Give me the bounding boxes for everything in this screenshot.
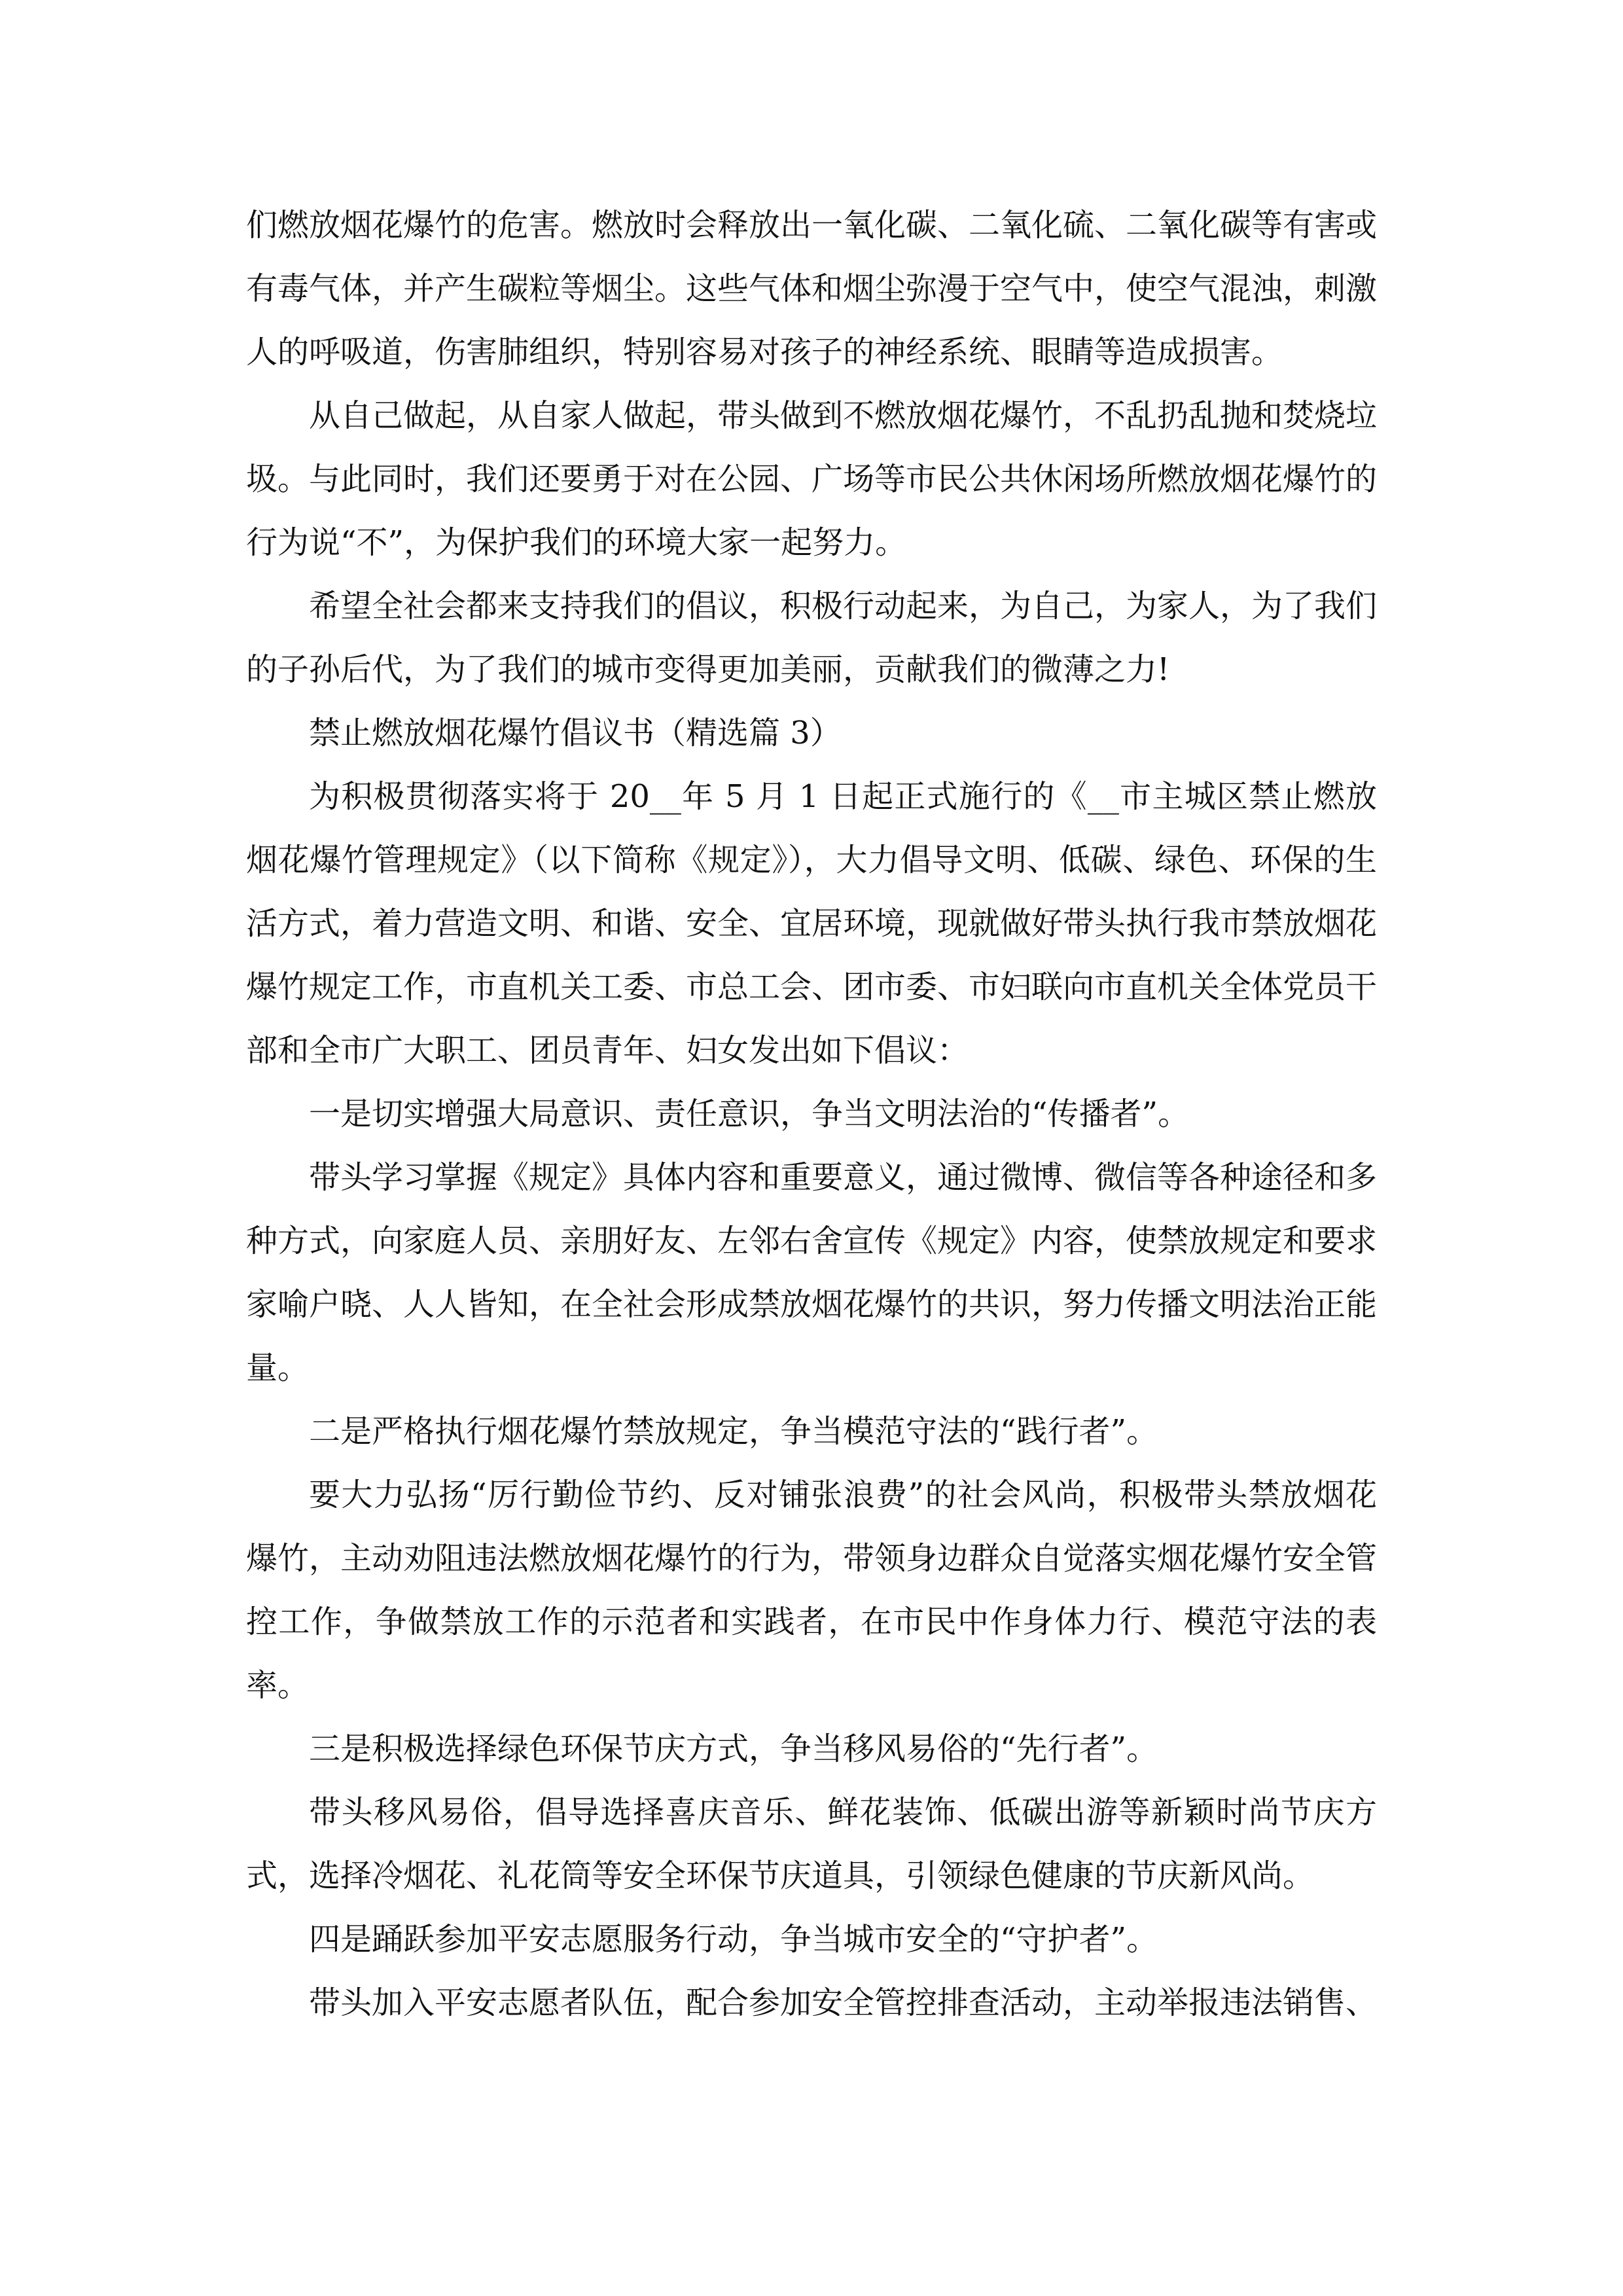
point-2-body: 要大力弘扬“厉行勤俭节约、反对铺张浪费”的社会风尚，积极带头禁放烟花爆竹，主动劝阻违法燃放烟花爆竹的行为，带领身边群众自觉落实烟花爆竹安全管控工作，争做禁放工作的示范者和实践者，在市民中作身体力行、模范守法的表率。 <box>246 1477 1378 1704</box>
point-3-heading: 三是积极选择绿色环保节庆方式，争当移风易俗的“先行者”。 <box>309 1731 1158 1767</box>
point-1-heading: 一是切实增强大局意识、责任意识，争当文明法治的“传播者”。 <box>309 1096 1190 1132</box>
section-heading-selected-3: 禁止燃放烟花爆竹倡议书（精选篇 3） <box>309 715 842 751</box>
point-4-body: 带头加入平安志愿者队伍，配合参加安全管控排查活动，主动举报违法销售、 <box>309 1984 1378 2021</box>
paragraph-proposal-intro: 为积极贯彻落实将于 20__年 5 月 1 日起正式施行的《__市主城区禁止燃放烟花爆竹管理规定》（以下简称《规定》），大力倡导文明、低碳、绿色、环保的生活方式，着力营造文明、和谐、安全、宜居环境，现就做好带头执行我市禁放烟花爆竹规定工作，市直机关工委、市总工会、团市委、市妇联向市直机关全体党员干部和全市广大职工、团员青年、妇女发出如下倡议： <box>246 778 1378 1069</box>
paragraph-firework-hazards: 们燃放烟花爆竹的危害。燃放时会释放出一氧化碳、二氧化硫、二氧化碳等有害或有毒气体，并产生碳粒等烟尘。这些气体和烟尘弥漫于空气中，使空气混浊，刺激人的呼吸道，伤害肺组织，特别容易对孩子的神经系统、眼睛等造成损害。 <box>246 207 1378 370</box>
point-4-heading: 四是踊跃参加平安志愿服务行动，争当城市安全的“守护者”。 <box>309 1921 1158 1958</box>
point-2-heading: 二是严格执行烟花爆竹禁放规定，争当模范守法的“践行者”。 <box>309 1413 1158 1450</box>
point-3-body: 带头移风易俗，倡导选择喜庆音乐、鲜花装饰、低碳出游等新颖时尚节庆方式，选择冷烟花、礼花筒等安全环保节庆道具，引领绿色健康的节庆新风尚。 <box>246 1794 1377 1894</box>
paragraph-call-for-support: 希望全社会都来支持我们的倡议，积极行动起来，为自己，为家人，为了我们的子孙后代，为了我们的城市变得更加美丽，贡献我们的微薄之力! <box>246 588 1378 688</box>
paragraph-start-with-self: 从自己做起，从自家人做起，带头做到不燃放烟花爆竹，不乱扔乱抛和焚烧垃圾。与此同时，我们还要勇于对在公园、广场等市民公共休闲场所燃放烟花爆竹的行为说“不”，为保护我们的环境大家一起努力。 <box>246 397 1378 561</box>
point-1-body: 带头学习掌握《规定》具体内容和重要意义，通过微博、微信等各种途径和多种方式，向家庭人员、亲朋好友、左邻右舍宣传《规定》内容，使禁放规定和要求家喻户晓、人人皆知，在全社会形成禁放烟花爆竹的共识，努力传播文明法治正能量。 <box>246 1159 1378 1386</box>
document-body <box>246 194 1377 2035</box>
